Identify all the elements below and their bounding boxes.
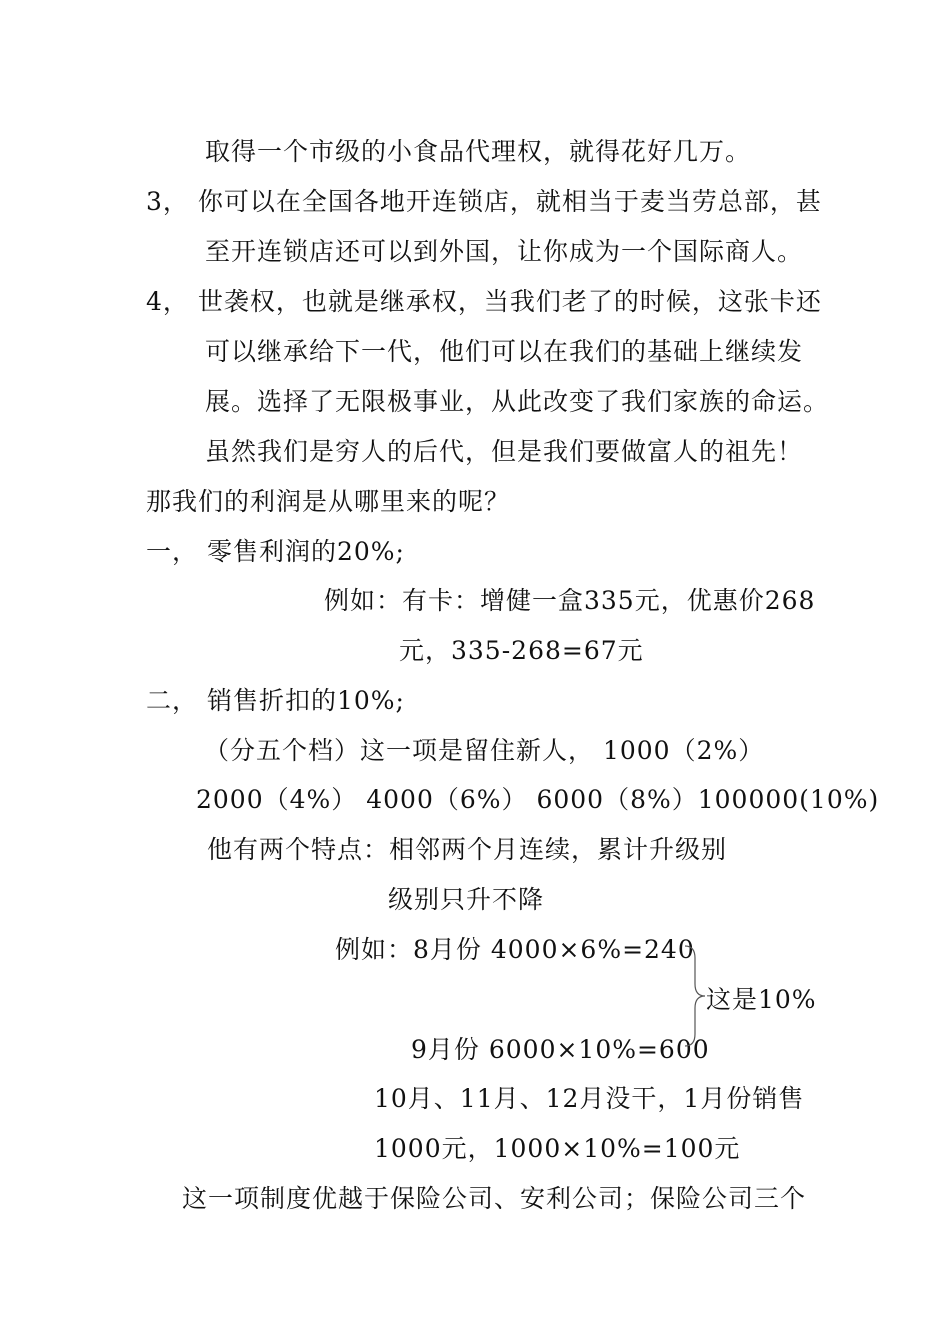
text-line: （分五个档）这一项是留住新人， 1000（2%） (204, 736, 765, 765)
curly-brace (683, 944, 713, 1048)
text-line: 一， 零售利润的20%; (146, 537, 405, 566)
text-line: 元，335-268=67元 (399, 636, 644, 665)
text-line: 级别只升不降 (388, 885, 545, 914)
text-line: 虽然我们是穷人的后代，但是我们要做富人的祖先！ (205, 437, 804, 466)
text-line: 展。选择了无限极事业，从此改变了我们家族的命运。 (205, 387, 830, 416)
text-line: 例如：8月份 4000×6%=240 (335, 935, 695, 964)
text-line: 3， 你可以在全国各地开连锁店，就相当于麦当劳总部，甚 (146, 187, 822, 216)
text-line: 10月、11月、12月没干，1月份销售 (374, 1084, 805, 1113)
text-line: 二， 销售折扣的10%; (146, 686, 405, 715)
text-line: 取得一个市级的小食品代理权，就得花好几万。 (205, 137, 752, 166)
text-line: 1000元，1000×10%=100元 (374, 1134, 741, 1163)
text-line: 这一项制度优越于保险公司、安利公司；保险公司三个 (182, 1184, 807, 1213)
text-line: 9月份 6000×10%=600 (411, 1035, 710, 1064)
text-line: 可以继承给下一代，他们可以在我们的基础上继续发 (205, 337, 804, 366)
text-line: 他有两个特点：相邻两个月连续，累计升级别 (207, 835, 728, 864)
text-line: 4， 世袭权，也就是继承权，当我们老了的时候，这张卡还 (146, 287, 822, 316)
text-line: 例如：有卡：增健一盒335元，优惠价268 (324, 586, 816, 615)
text-line: 至开连锁店还可以到外国，让你成为一个国际商人。 (205, 237, 804, 266)
text-line: 那我们的利润是从哪里来的呢？ (146, 487, 511, 516)
brace-note: 这是10% (706, 985, 817, 1014)
text-line: 2000（4%） 4000（6%） 6000（8%）100000(10%) (196, 785, 880, 814)
